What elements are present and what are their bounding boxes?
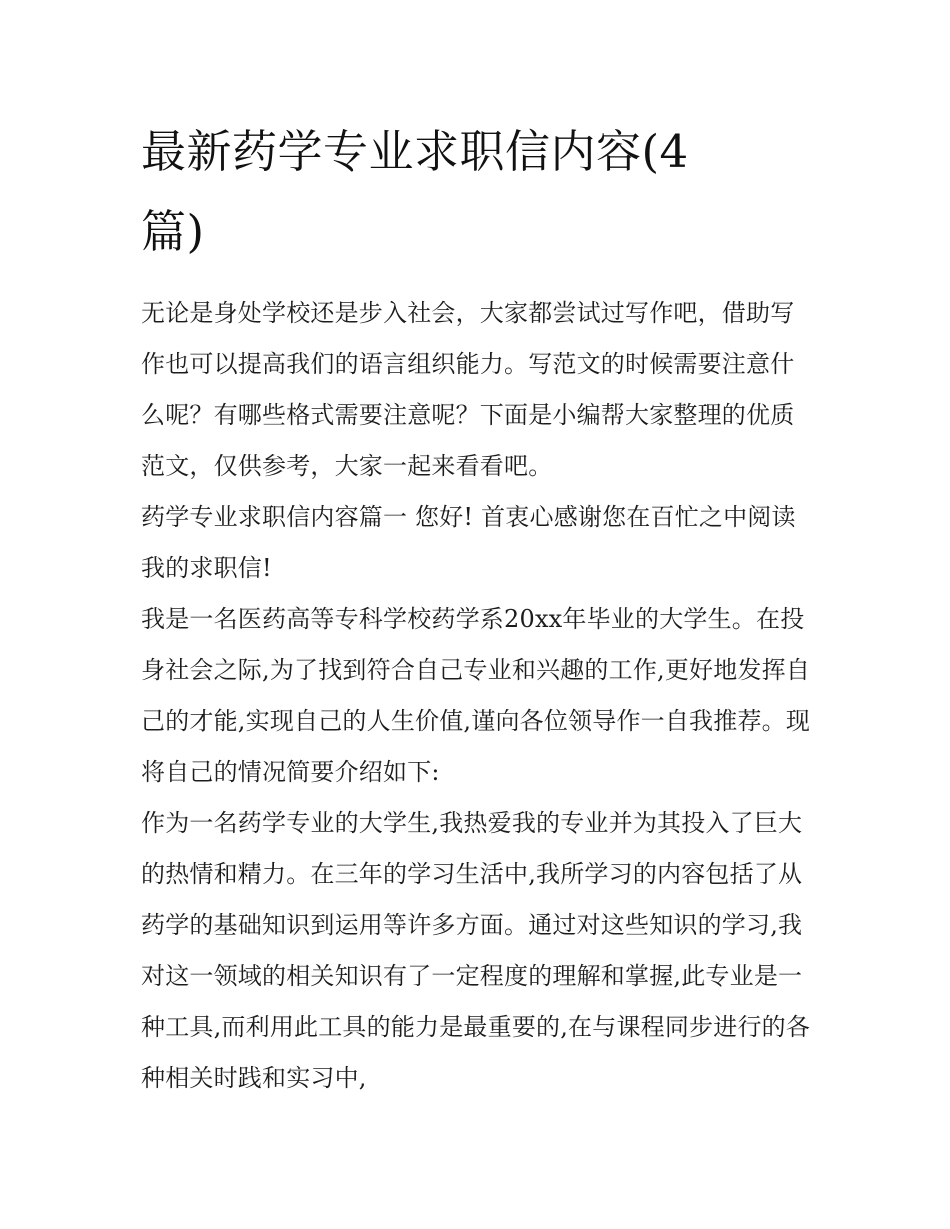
- document-title: 最新药学专业求职信内容(4篇): [141, 125, 689, 258]
- paragraph-intro: 无论是身处学校还是步入社会，大家都尝试过写作吧，借助写作也可以提高我们的语言组织能力。写范文的时候需要注意什么呢？有哪些格式需要注意呢？下面是小编帮大家整理的优质范文，仅供参考，大家一起来看看吧。: [141, 299, 795, 480]
- document-body: [141, 112, 813, 1104]
- paragraph-study-experience: 作为一名药学专业的大学生,我热爱我的专业并为其投入了巨大的热情和精力。在三年的学习生活中,我所学习的内容包括了从药学的基础知识到运用等许多方面。通过对这些知识的学习,我对这一领域的相关知识有了一定程度的理解和掌握,此专业是一种工具,而利用此工具的能力是最重要的,在与课程同步进行的各种相关时践和实习中,: [141, 809, 811, 1092]
- paragraph-greeting: 药学专业求职信内容篇一 您好! 首衷心感谢您在百忙之中阅读我的求职信!: [141, 503, 796, 582]
- paragraph-self-introduction: 我是一名医药高等专科学校药学系20xx年毕业的大学生。在投身社会之际,为了找到符合自己专业和兴趣的工作,更好地发挥自己的才能,实现自己的人生价值,谨向各位领导作一自我推荐。现将自己的情况简要介绍如下:: [141, 605, 811, 786]
